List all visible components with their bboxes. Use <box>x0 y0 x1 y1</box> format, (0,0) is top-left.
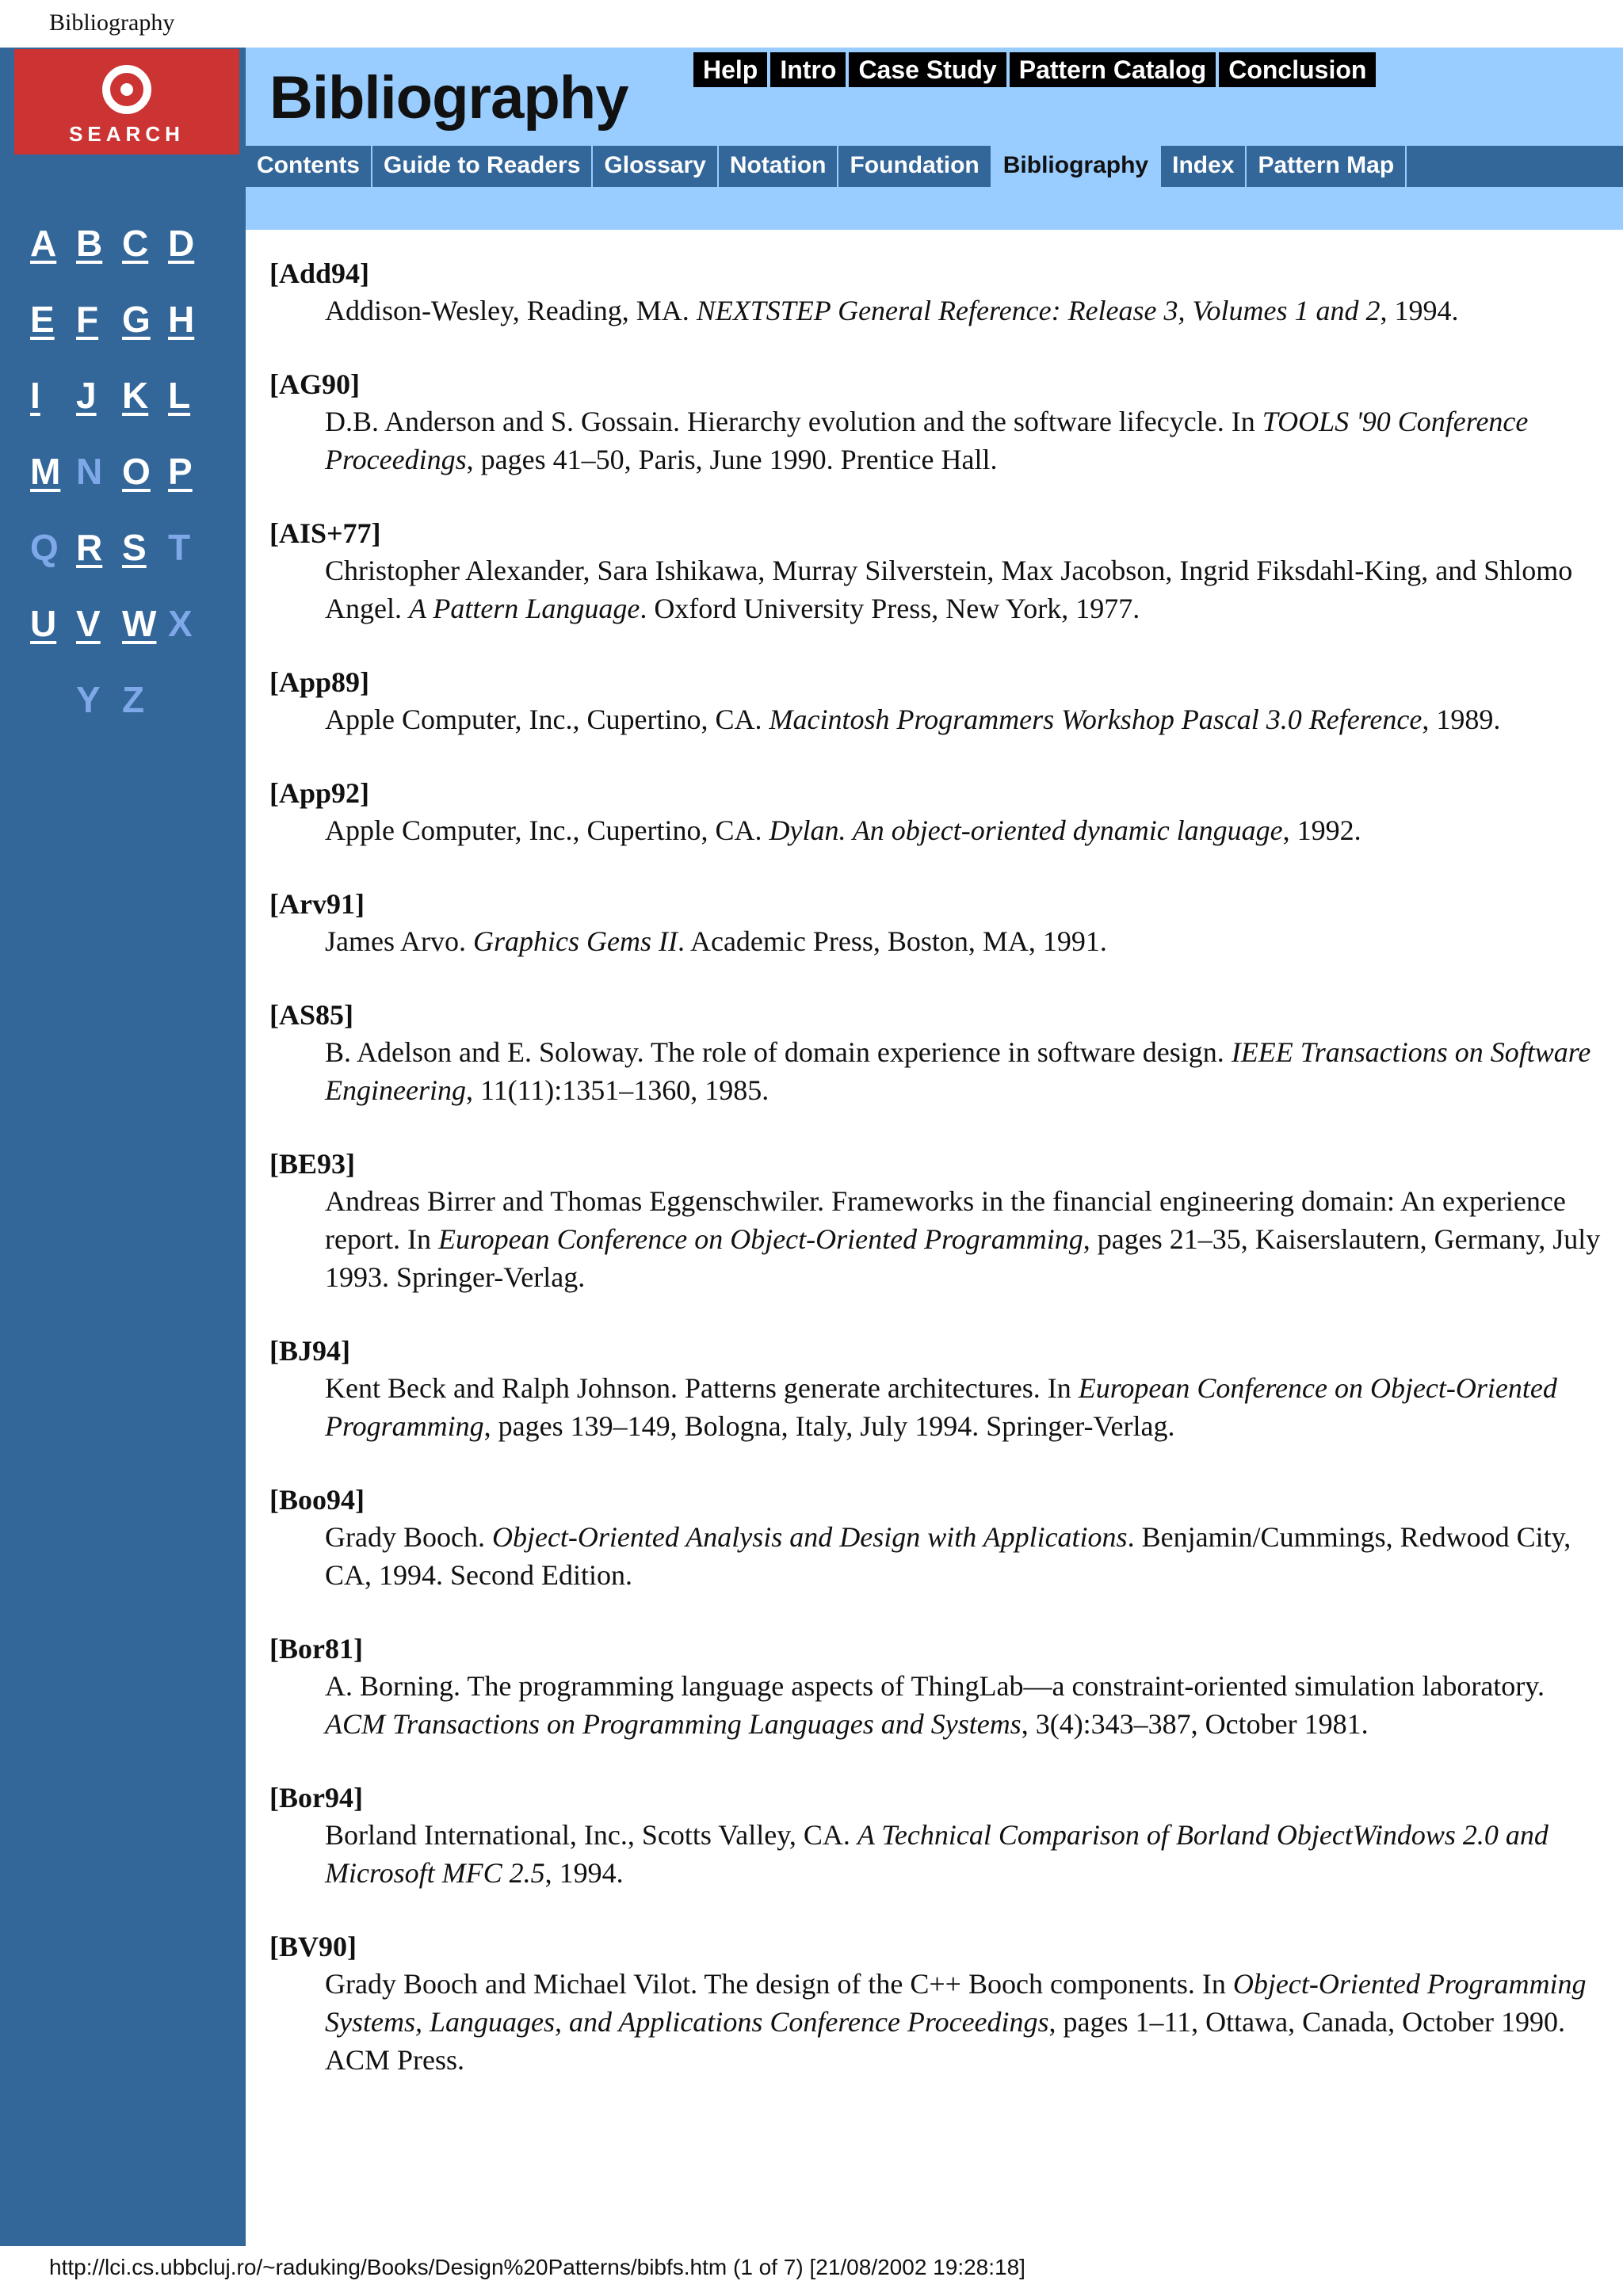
bib-text: Andreas Birrer and Thomas Eggenschwiler. Frameworks in the financial engineering domain: An experience report. In <box>325 1185 1566 1255</box>
letter-link-y: Y <box>76 679 101 720</box>
bib-reference <box>269 1816 1601 1892</box>
letter-link-f[interactable]: F <box>76 299 99 340</box>
bib-entry <box>269 1146 1601 1296</box>
bib-text: Apple Computer, Inc., Cupertino, CA. <box>325 704 769 735</box>
bib-reference <box>269 811 1601 849</box>
letter-link-d[interactable]: D <box>168 223 195 264</box>
page-title: Bibliography <box>269 64 628 132</box>
bib-title: Object-Oriented Analysis and Design with Applications <box>491 1521 1128 1553</box>
letter-link-t: T <box>168 527 191 568</box>
bib-text: , 11(11):1351–1360, 1985. <box>465 1074 769 1106</box>
letter-link-m[interactable]: M <box>30 451 61 492</box>
letter-link-z: Z <box>122 679 145 720</box>
letter-link-x: X <box>168 603 193 644</box>
bib-text: . Academic Press, Boston, MA, 1991. <box>677 925 1107 957</box>
letter-link-n: N <box>76 451 103 492</box>
bib-reference <box>269 1965 1601 2079</box>
bib-key: [AS85] <box>269 999 353 1031</box>
bib-text: . Benjamin/Cummings, Redwood City, CA, 1994. Second Edition. <box>325 1521 1571 1591</box>
bib-title: European Conference on Object-Oriented Programming <box>325 1372 1557 1442</box>
bib-text: Borland International, Inc., Scotts Valley, CA. <box>325 1819 857 1851</box>
bib-text: A. Borning. The programming language aspects of ThingLab—a constraint-oriented simulation laboratory. <box>325 1670 1545 1702</box>
bib-entry <box>269 1333 1601 1445</box>
letter-link-w[interactable]: W <box>122 603 157 644</box>
bib-text: , pages 21–35, Kaiserslautern, Germany, July 1993. Springer-Verlag. <box>325 1223 1601 1293</box>
tab-case-study[interactable]: Case Study <box>849 52 1006 87</box>
subtab-index[interactable]: Index <box>1161 146 1247 187</box>
bib-reference <box>269 1518 1601 1594</box>
bib-text: , 1994. <box>544 1857 624 1889</box>
bib-text: , 1992. <box>1282 814 1361 846</box>
tab-conclusion[interactable]: Conclusion <box>1219 52 1376 87</box>
bib-entry <box>269 1482 1601 1594</box>
bib-text: , 3(4):343–387, October 1981. <box>1021 1708 1369 1740</box>
bib-entry <box>269 886 1601 960</box>
bib-key: [Boo94] <box>269 1484 365 1516</box>
letter-link-s[interactable]: S <box>122 527 147 568</box>
letter-row <box>30 602 220 678</box>
subtab-pattern-map[interactable]: Pattern Map <box>1247 146 1407 187</box>
letter-row <box>30 222 220 298</box>
bib-reference <box>269 700 1601 738</box>
bib-entry <box>269 775 1601 849</box>
letter-link-g[interactable]: G <box>122 299 151 340</box>
letter-link-b[interactable]: B <box>76 223 103 264</box>
tab-help[interactable]: Help <box>693 52 767 87</box>
bib-reference <box>269 292 1601 330</box>
letter-link-c[interactable]: C <box>122 223 149 264</box>
bib-key: [App89] <box>269 666 370 698</box>
bib-text: , pages 139–149, Bologna, Italy, July 1994. Springer-Verlag. <box>483 1410 1175 1442</box>
bib-title: NEXTSTEP General Reference: Release 3, Volumes 1 and 2 <box>696 295 1381 326</box>
page <box>0 48 1623 2246</box>
sidebar <box>0 48 246 2246</box>
letter-link-a[interactable]: A <box>30 223 57 264</box>
bib-entry <box>269 1779 1601 1892</box>
letter-link-j[interactable]: J <box>76 375 97 416</box>
letter-row <box>30 298 220 374</box>
letter-link-i[interactable]: I <box>30 375 40 416</box>
bib-text: , pages 1–11, Ottawa, Canada, October 1990. ACM Press. <box>325 2006 1566 2076</box>
bib-key: [Arv91] <box>269 888 365 920</box>
bib-text: , 1989. <box>1422 704 1501 735</box>
header-bar <box>246 48 1623 146</box>
top-nav <box>693 52 1376 87</box>
letter-link-q: Q <box>30 527 59 568</box>
subtab-notation[interactable]: Notation <box>719 146 839 187</box>
bib-title: A Pattern Language <box>408 593 640 624</box>
bib-reference <box>269 922 1601 960</box>
bib-key: [AG90] <box>269 368 360 400</box>
bib-text: Addison-Wesley, Reading, MA. <box>325 295 697 326</box>
bib-reference <box>269 1369 1601 1445</box>
letter-row <box>30 450 220 526</box>
bib-title: European Conference on Object-Oriented Programming <box>437 1223 1083 1255</box>
print-header: Bibliography <box>49 10 175 36</box>
bib-text: B. Adelson and E. Soloway. The role of domain experience in software design. <box>325 1036 1232 1068</box>
letter-link-o[interactable]: O <box>122 451 151 492</box>
subtab-guide-to-readers[interactable]: Guide to Readers <box>372 146 593 187</box>
bib-title: Object-Oriented Programming Systems, Languages, and Applications Conference Proceedings <box>325 1968 1587 2038</box>
letter-link-e[interactable]: E <box>30 299 55 340</box>
subtab-foundation[interactable]: Foundation <box>838 146 991 187</box>
letter-link-k[interactable]: K <box>122 375 149 416</box>
bib-text: , pages 41–50, Paris, June 1990. Prentice Hall. <box>466 444 998 475</box>
letter-link-r[interactable]: R <box>76 527 103 568</box>
print-footer: http://lci.cs.ubbcluj.ro/~raduking/Books/Design%20Patterns/bibfs.htm (1 of 7) [21/08/2002 19:28:18] <box>49 2255 1025 2279</box>
bib-title: TOOLS '90 Conference Proceedings <box>325 406 1529 475</box>
bib-entry <box>269 997 1601 1109</box>
tab-pattern-catalog[interactable]: Pattern Catalog <box>1010 52 1216 87</box>
bib-reference <box>269 1033 1601 1109</box>
bib-text: Christopher Alexander, Sara Ishikawa, Murray Silverstein, Max Jacobson, Ingrid Fiksdahl-King, and Shlomo Angel. <box>325 555 1573 624</box>
bib-title: Dylan. An object-oriented dynamic language <box>769 814 1283 846</box>
letter-link-l[interactable]: L <box>168 375 191 416</box>
letter-link-h[interactable]: H <box>168 299 195 340</box>
bib-key: [Bor81] <box>269 1633 363 1665</box>
alphabet-index <box>30 222 220 754</box>
bib-text: Grady Booch. <box>325 1521 492 1553</box>
bib-text: . Oxford University Press, New York, 1977. <box>640 593 1140 624</box>
search-button[interactable] <box>14 49 239 154</box>
subtab-bibliography[interactable]: Bibliography <box>992 146 1161 187</box>
bib-title: A Technical Comparison of Borland ObjectWindows 2.0 and Microsoft MFC 2.5 <box>325 1819 1549 1889</box>
subtab-contents[interactable]: Contents <box>246 146 372 187</box>
bib-reference <box>269 1667 1601 1743</box>
bib-entry <box>269 366 1601 479</box>
letter-link-v[interactable]: V <box>76 603 101 644</box>
bib-text: D.B. Anderson and S. Gossain. Hierarchy evolution and the software lifecycle. In <box>325 406 1262 437</box>
bib-key: [BJ94] <box>269 1335 350 1367</box>
bib-text: , 1994. <box>1380 295 1459 326</box>
bib-title: Graphics Gems II <box>472 925 678 957</box>
bib-key: [BE93] <box>269 1148 355 1180</box>
letter-link-p[interactable]: P <box>168 451 193 492</box>
bib-entry <box>269 1630 1601 1743</box>
bib-reference <box>269 551 1601 627</box>
bib-text: Apple Computer, Inc., Cupertino, CA. <box>325 814 769 846</box>
bib-key: [App92] <box>269 777 370 809</box>
subtab-glossary[interactable]: Glossary <box>593 146 718 187</box>
letter-row <box>30 526 220 602</box>
bib-entry <box>269 664 1601 738</box>
divider-bar <box>246 190 1623 230</box>
bib-key: [Add94] <box>269 257 370 289</box>
letter-row <box>30 374 220 450</box>
bib-text: James Arvo. <box>325 925 473 957</box>
bib-title: ACM Transactions on Programming Languages and Systems <box>325 1708 1022 1740</box>
bib-reference <box>269 1182 1601 1296</box>
letter-row <box>30 678 220 754</box>
letter-link-u[interactable]: U <box>30 603 57 644</box>
bib-entry <box>269 515 1601 627</box>
bib-title: Macintosh Programmers Workshop Pascal 3.0 Reference <box>769 704 1423 735</box>
tab-intro[interactable]: Intro <box>770 52 846 87</box>
bib-title: IEEE Transactions on Software Engineering <box>325 1036 1591 1106</box>
bib-text: Kent Beck and Ralph Johnson. Patterns generate architectures. In <box>325 1372 1079 1404</box>
bib-text: Grady Booch and Michael Vilot. The design of the C++ Booch components. In <box>325 1968 1233 2000</box>
bib-entry <box>269 255 1601 330</box>
bib-key: [AIS+77] <box>269 517 381 549</box>
bib-entry <box>269 1928 1601 2079</box>
sub-nav <box>246 146 1623 190</box>
bib-key: [Bor94] <box>269 1782 363 1814</box>
bib-key: [BV90] <box>269 1931 357 1962</box>
target-icon <box>102 65 151 114</box>
bib-reference <box>269 402 1601 479</box>
bibliography-list <box>269 255 1601 2115</box>
search-label: SEARCH <box>69 122 185 146</box>
